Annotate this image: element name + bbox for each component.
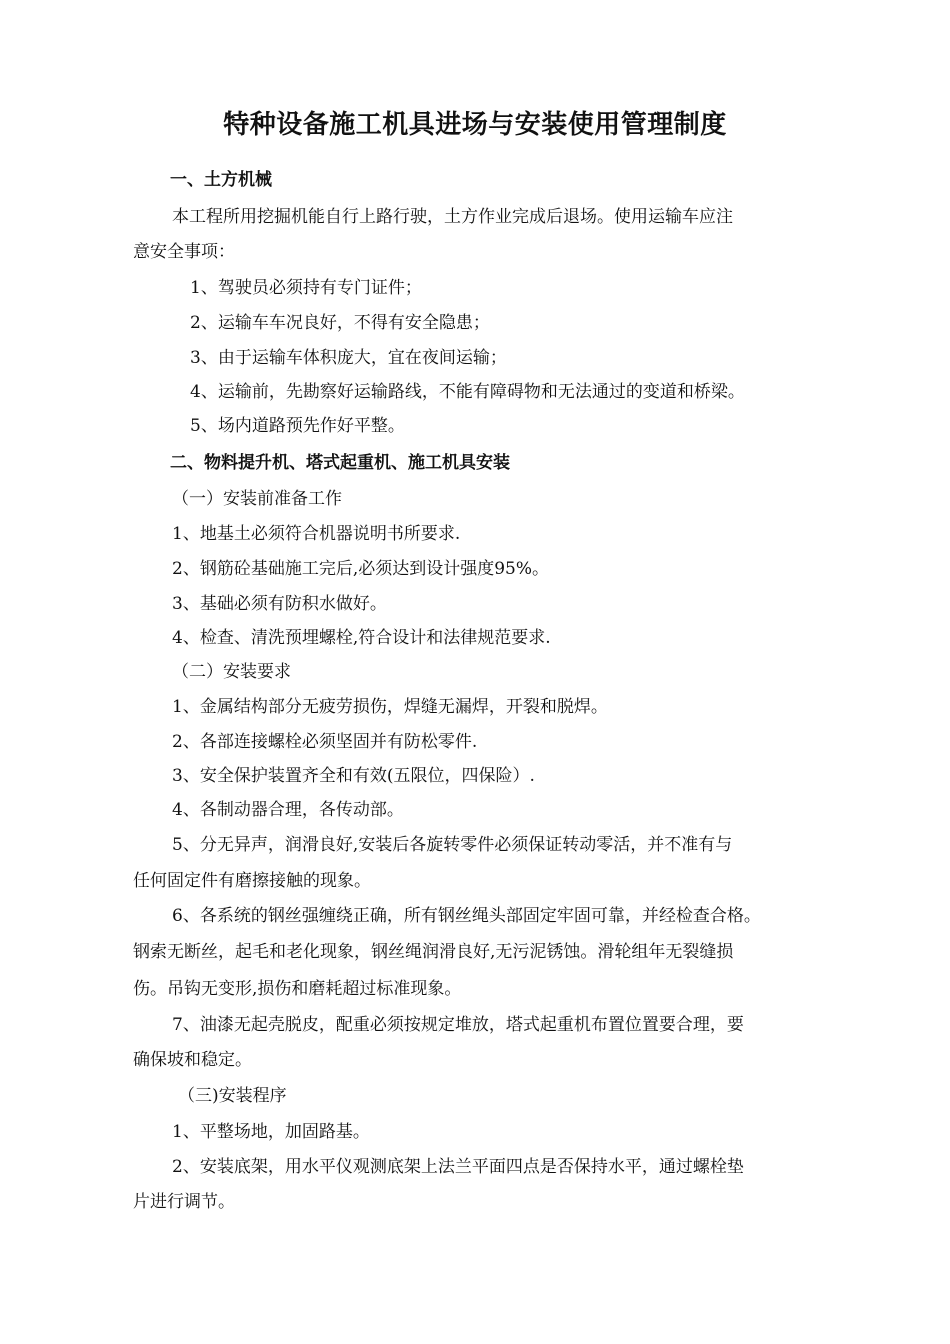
list-item: 5、场内道路预先作好平整。 xyxy=(190,416,405,436)
list-item: 6、各系统的钢丝强缠绕正确，所有钢丝绳头部固定牢固可靠，并经检查合格。 xyxy=(172,906,761,926)
list-item: 3、由于运输车体积庞大，宜在夜间运输； xyxy=(190,348,507,368)
list-item: 2、安装底架，用水平仪观测底架上法兰平面四点是否保持水平，通过螺栓垫 xyxy=(172,1157,744,1177)
subsection-heading: （三)安装程序 xyxy=(178,1086,287,1106)
list-item: 4、检查、清洗预埋螺栓,符合设计和法律规范要求. xyxy=(172,628,551,648)
subsection-heading: （二）安装要求 xyxy=(172,662,291,682)
list-item: 2、运输车车况良好，不得有安全隐患； xyxy=(190,313,490,333)
list-item-continuation: 任何固定件有磨擦接触的现象。 xyxy=(133,871,371,891)
list-item-continuation: 钢索无断丝，起毛和老化现象，钢丝绳润滑良好,无污泥锈蚀。滑轮组年无裂缝损 xyxy=(133,942,734,962)
list-item-continuation: 片进行调节。 xyxy=(133,1192,235,1212)
list-item: 2、钢筋砼基础施工完后,必须达到设计强度95%。 xyxy=(172,559,550,579)
list-item: 4、运输前，先勘察好运输路线，不能有障碍物和无法通过的变道和桥梁。 xyxy=(190,382,745,402)
section1-intro-line1: 本工程所用挖掘机能自行上路行驶，土方作业完成后退场。使用运输车应注 xyxy=(172,207,733,227)
list-item-continuation: 确保坡和稳定。 xyxy=(133,1050,252,1070)
list-item-continuation: 伤。吊钩无变形,损伤和磨耗超过标准现象。 xyxy=(133,979,462,999)
list-item: 3、基础必须有防积水做好。 xyxy=(172,594,387,614)
list-item: 1、金属结构部分无疲劳损伤，焊缝无漏焊，开裂和脱焊。 xyxy=(172,697,608,717)
document-title: 特种设备施工机具进场与安装使用管理制度 xyxy=(223,110,727,140)
section-heading-earthwork: 一、土方机械 xyxy=(170,170,272,190)
list-item: 2、各部连接螺栓必须坚固并有防松零件. xyxy=(172,732,478,752)
section1-intro-line2: 意安全事项： xyxy=(133,242,235,262)
list-item: 1、驾驶员必须持有专门证件； xyxy=(190,278,422,298)
list-item: 3、安全保护装置齐全和有效(五限位，四保险）. xyxy=(172,766,535,786)
list-item: 7、油漆无起壳脱皮，配重必须按规定堆放，塔式起重机布置位置要合理，要 xyxy=(172,1015,744,1035)
list-item: 1、平整场地，加固路基。 xyxy=(172,1122,370,1142)
list-item: 1、地基土必须符合机器说明书所要求. xyxy=(172,524,461,544)
subsection-heading: （一）安装前准备工作 xyxy=(172,489,342,509)
section-heading-installation: 二、物料提升机、塔式起重机、施工机具安装 xyxy=(170,453,510,473)
list-item: 4、各制动器合理，各传动部。 xyxy=(172,800,404,820)
list-item: 5、分无异声，润滑良好,安装后各旋转零件必须保证转动零活，并不准有与 xyxy=(172,835,733,855)
